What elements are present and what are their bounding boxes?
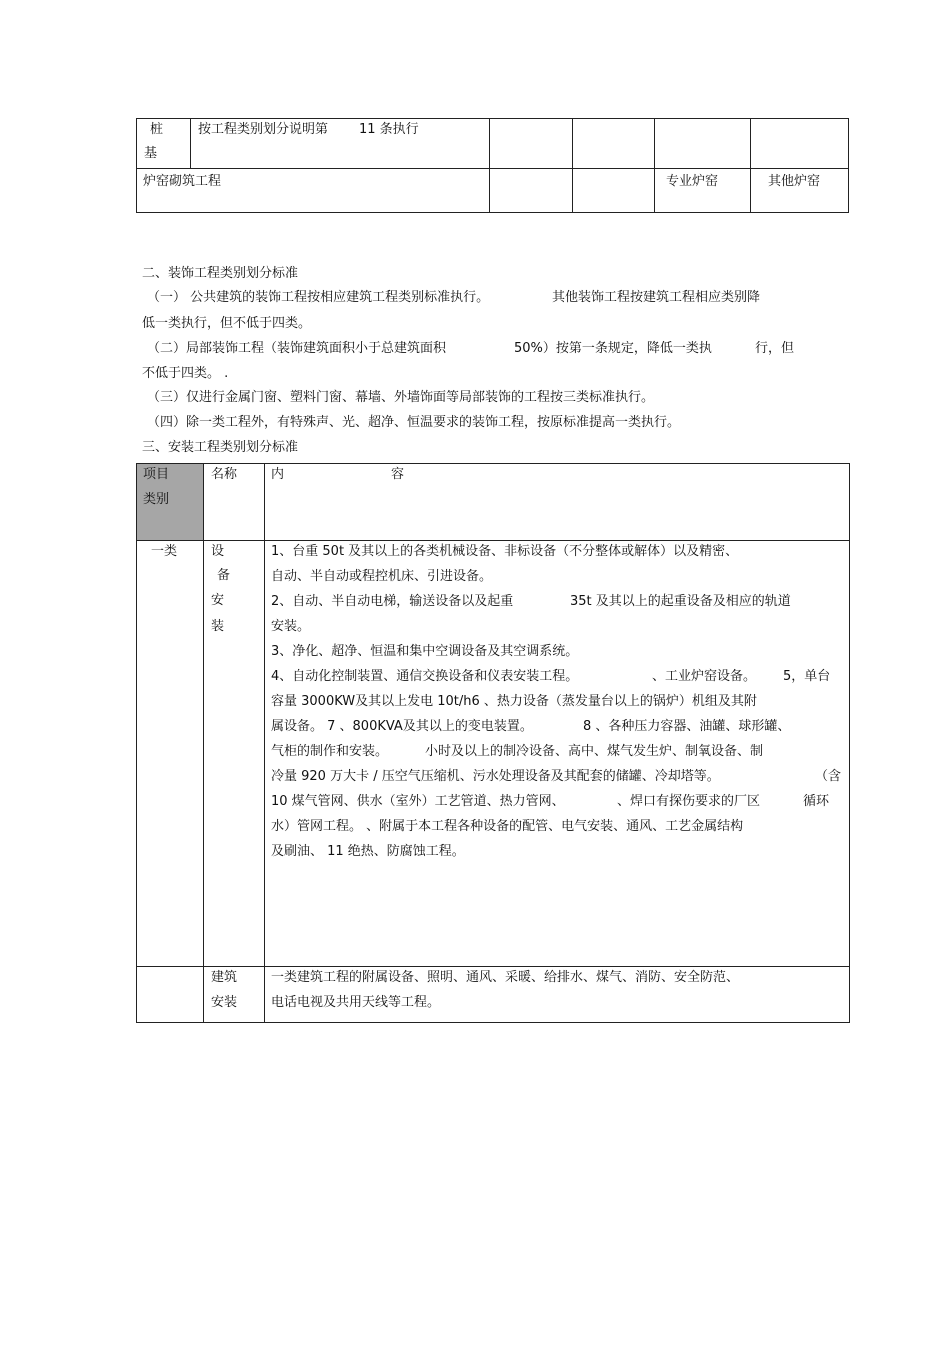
install-table-row-class1 — [137, 541, 850, 967]
pile-desc-text-b: 11 条执行 — [359, 122, 419, 137]
other-kiln-label: 其他炉窑 — [768, 174, 821, 189]
class1-category-cell — [137, 541, 204, 967]
class1-line: 8 、各种压力容器、油罐、球形罐、 — [583, 719, 791, 734]
header-category-cell — [137, 464, 204, 541]
class1-line: 气柜的制作和安装。 — [271, 744, 389, 759]
class1-line: 、工业炉窑设备。 — [652, 669, 757, 684]
building-content-cell — [265, 967, 850, 1023]
class1-line: 4、自动化控制装置、通信交换设备和仪表安装工程。 — [271, 669, 579, 684]
building-category-cell — [137, 967, 204, 1023]
class1-line: 小时及以上的制冷设备、高中、煤气发生炉、制氧设备、制 — [425, 744, 764, 759]
pile-desc-text-a: 按工程类别划分说明第 — [198, 122, 329, 137]
top-table-row-pile — [137, 119, 849, 169]
header-name-cell — [204, 464, 265, 541]
section2-para3: （三）仅进行金属门窗、塑料门窗、幕墙、外墙饰面等局部装饰的工程按三类标准执行。 — [147, 390, 655, 405]
header-category-line1: 项目 — [143, 467, 170, 482]
building-content-line2: 电话电视及共用天线等工程。 — [271, 995, 441, 1010]
section3-heading: 三、安装工程类别划分标准 — [142, 440, 299, 455]
section2-para1-b: 其他装饰工程按建筑工程相应类别降 — [552, 290, 761, 305]
section2-para1-c: 低一类执行，但不低于四类。 — [142, 316, 312, 331]
class1-line: 自动、半自动或程控机床、引进设备。 — [271, 569, 493, 584]
class1-line: 水）管网工程。 、附属于本工程各种设备的配管、电气安装、通风、工艺金属结构 — [271, 819, 744, 834]
class1-line: 属设备。 7 、800KVA及其以上的变电装置。 — [271, 719, 533, 734]
class1-line: 5，单台 — [783, 669, 831, 684]
class1-line: 容量 3000KW及其以上发电 10t/h6 、热力设备（蒸发量台以上的锅炉）机组及其附 — [271, 694, 757, 709]
section2-para2-d: 不低于四类。 . — [142, 366, 229, 381]
header-category-line2: 类别 — [143, 492, 170, 507]
empty-cell — [655, 119, 751, 169]
section2-para2-a: （二）局部装饰工程（装饰建筑面积小于总建筑面积 — [147, 341, 447, 356]
top-table — [136, 118, 849, 213]
empty-cell — [490, 169, 573, 213]
install-table — [136, 463, 850, 1023]
class1-content-cell — [265, 541, 850, 967]
top-table-row-kiln — [137, 169, 849, 213]
kiln-label-cell — [137, 169, 490, 213]
empty-cell — [490, 119, 573, 169]
class1-line: （含 — [815, 769, 842, 784]
header-content-cell — [265, 464, 850, 541]
special-kiln-label: 专业炉窑 — [666, 174, 719, 189]
class1-line: 2、自动、半自动电梯，输送设备以及起重 — [271, 594, 514, 609]
section2-para1-a: （一） 公共建筑的装饰工程按相应建筑工程类别标准执行。 — [147, 290, 490, 305]
building-content-line1: 一类建筑工程的附属设备、照明、通风、采暖、给排水、煤气、消防、安全防范、 — [271, 970, 740, 985]
header-content-a: 内 — [271, 467, 285, 482]
install-table-header-row — [137, 464, 850, 541]
class1-name-cell — [204, 541, 265, 967]
class1-name-char: 装 — [211, 619, 225, 634]
class1-line: 及刷油、 11 绝热、防腐蚀工程。 — [271, 844, 465, 859]
other-kiln-cell — [751, 169, 849, 213]
section2-heading: 二、装饰工程类别划分标准 — [142, 266, 299, 281]
class1-line: 10 煤气管网、供水（室外）工艺管道、热力管网、 — [271, 794, 565, 809]
class1-line: 安装。 — [271, 619, 311, 634]
class1-name-char: 安 — [211, 593, 225, 608]
empty-cell — [573, 169, 655, 213]
header-name: 名称 — [211, 467, 238, 482]
kiln-label: 炉窑砌筑工程 — [143, 174, 222, 189]
special-kiln-cell — [655, 169, 751, 213]
pile-label-line2: 基 — [144, 146, 158, 161]
section2-para2-c: 行，但 — [755, 341, 795, 356]
class1-line: 35t 及其以上的起重设备及相应的轨道 — [570, 594, 791, 609]
empty-cell — [751, 119, 849, 169]
class1-line: 3、净化、超净、恒温和集中空调设备及其空调系统。 — [271, 644, 579, 659]
class1-category: 一类 — [151, 544, 178, 559]
class1-name-char: 备 — [217, 568, 231, 583]
class1-line: 、焊口有探伤要求的厂区 — [617, 794, 761, 809]
building-name-line2: 安装 — [211, 995, 238, 1010]
section2-para2-b: 50%）按第一条规定，降低一类执 — [514, 341, 712, 356]
class1-line: 循环 — [803, 794, 830, 809]
class1-name-char: 设 — [211, 544, 225, 559]
building-name-line1: 建筑 — [211, 970, 238, 985]
pile-desc-cell — [191, 119, 490, 169]
class1-line: 1、台重 50t 及其以上的各类机械设备、非标设备（不分整体或解体）以及精密、 — [271, 544, 739, 559]
install-table-row-building — [137, 967, 850, 1023]
class1-line: 冷量 920 万大卡 / 压空气压缩机、污水处理设备及其配套的储罐、冷却塔等。 — [271, 769, 720, 784]
empty-cell — [573, 119, 655, 169]
building-name-cell — [204, 967, 265, 1023]
pile-label-line1: 桩 — [150, 122, 164, 137]
pile-label-cell — [137, 119, 191, 169]
header-content-b: 容 — [391, 467, 405, 482]
section2-para4: （四）除一类工程外，有特殊声、光、超净、恒温要求的装饰工程，按原标准提高一类执行。 — [147, 415, 681, 430]
